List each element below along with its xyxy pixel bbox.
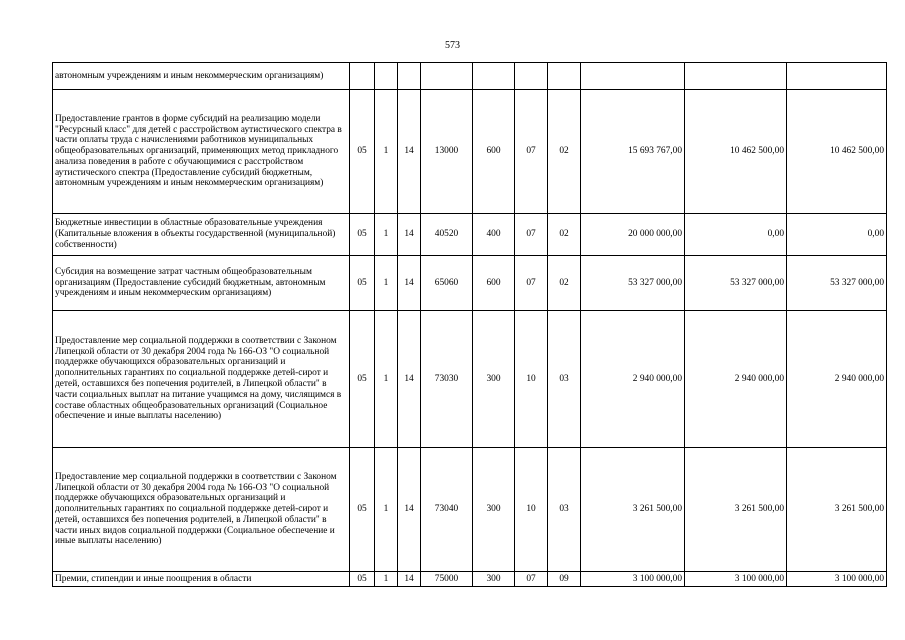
row-description: Бюджетные инвестиции в областные образовательные учреждения (Капитальные вложения в объекты государственной (муниципальной) собственности) (53, 214, 350, 256)
direction-code (421, 63, 473, 90)
subprogram-code: 1 (375, 311, 398, 448)
subsection-code: 03 (548, 311, 581, 448)
subprogram-code: 1 (375, 256, 398, 311)
amount-year-2: 3 100 000,00 (685, 572, 787, 587)
table-row (53, 90, 887, 214)
main-event-code (398, 63, 421, 90)
subsection-code: 02 (548, 214, 581, 256)
program-code (350, 63, 375, 90)
expense-type-code: 400 (473, 214, 515, 256)
subsection-code: 02 (548, 90, 581, 214)
subsection-code (548, 63, 581, 90)
amount-year-2: 53 327 000,00 (685, 256, 787, 311)
subprogram-code: 1 (375, 90, 398, 214)
subsection-code: 02 (548, 256, 581, 311)
amount-year-1: 20 000 000,00 (581, 214, 685, 256)
expense-type-code: 300 (473, 448, 515, 572)
expense-type-code: 300 (473, 311, 515, 448)
subprogram-code (375, 63, 398, 90)
direction-code: 13000 (421, 90, 473, 214)
subprogram-code: 1 (375, 214, 398, 256)
table-row (53, 63, 887, 90)
table-row (53, 448, 887, 572)
main-event-code: 14 (398, 256, 421, 311)
table-row (53, 572, 887, 587)
subsection-code: 09 (548, 572, 581, 587)
amount-year-1: 2 940 000,00 (581, 311, 685, 448)
amount-year-2: 3 261 500,00 (685, 448, 787, 572)
section-code: 07 (515, 256, 548, 311)
page-number: 573 (445, 40, 460, 51)
program-code: 05 (350, 572, 375, 587)
program-code: 05 (350, 214, 375, 256)
amount-year-3: 3 100 000,00 (787, 572, 887, 587)
direction-code: 65060 (421, 256, 473, 311)
row-description: Предоставление мер социальной поддержки в соответствии с Законом Липецкой области от 30 декабря 2004 года № 166-ОЗ "О социальной поддержке обучающихся образовательных организаций и дополнительных гарантиях по социальной поддержке детей-сирот и детей, оставшихся без попечения родителей, в Липецкой области" в части социальных выплат на питание учащимся на дому, числящимся в составе областных общеобразовательных организаций (Социальное обеспечение и иные выплаты населению) (53, 311, 350, 448)
row-description: Предоставление грантов в форме субсидий на реализацию модели "Ресурсный класс" для детей с расстройством аутистического спектра в части оплаты труда с начислениями работников муниципальных общеобразовательных организаций, применяющих метод прикладного анализа поведения в работе с обучающимися с расстройством аутистического спектра (Предоставление субсидий бюджетным, автономным учреждениям и иным некоммерческим организациям) (53, 90, 350, 214)
row-description: автономным учреждениям и иным некоммерческим организациям) (53, 63, 350, 90)
expense-type-code: 600 (473, 90, 515, 214)
main-event-code: 14 (398, 448, 421, 572)
main-event-code: 14 (398, 90, 421, 214)
table-row (53, 214, 887, 256)
section-code: 10 (515, 448, 548, 572)
expense-type-code (473, 63, 515, 90)
program-code: 05 (350, 256, 375, 311)
table-row (53, 311, 887, 448)
direction-code: 40520 (421, 214, 473, 256)
row-description: Предоставление мер социальной поддержки в соответствии с Законом Липецкой области от 30 декабря 2004 года № 166-ОЗ "О социальной поддержке обучающихся образовательных организаций и дополнительных гарантиях по социальной поддержке детей-сирот и детей, оставшихся без попечения родителей, в Липецкой области" в части иных видов социальной поддержки (Социальное обеспечение и иные выплаты населению) (53, 448, 350, 572)
program-code: 05 (350, 448, 375, 572)
amount-year-2: 0,00 (685, 214, 787, 256)
table-row (53, 256, 887, 311)
section-code: 10 (515, 311, 548, 448)
main-event-code: 14 (398, 572, 421, 587)
amount-year-3: 53 327 000,00 (787, 256, 887, 311)
amount-year-3: 2 940 000,00 (787, 311, 887, 448)
amount-year-1 (581, 63, 685, 90)
amount-year-1: 53 327 000,00 (581, 256, 685, 311)
subprogram-code: 1 (375, 448, 398, 572)
direction-code: 73030 (421, 311, 473, 448)
subprogram-code: 1 (375, 572, 398, 587)
amount-year-3 (787, 63, 887, 90)
amount-year-2 (685, 63, 787, 90)
main-event-code: 14 (398, 214, 421, 256)
expense-type-code: 300 (473, 572, 515, 587)
amount-year-3: 3 261 500,00 (787, 448, 887, 572)
amount-year-2: 10 462 500,00 (685, 90, 787, 214)
amount-year-3: 0,00 (787, 214, 887, 256)
amount-year-2: 2 940 000,00 (685, 311, 787, 448)
main-event-code: 14 (398, 311, 421, 448)
program-code: 05 (350, 311, 375, 448)
subsection-code: 03 (548, 448, 581, 572)
expense-type-code: 600 (473, 256, 515, 311)
direction-code: 75000 (421, 572, 473, 587)
amount-year-1: 3 261 500,00 (581, 448, 685, 572)
section-code: 07 (515, 572, 548, 587)
row-description: Субсидия на возмещение затрат частным общеобразовательным организациям (Предоставление субсидий бюджетным, автономным учреждениям и иным некоммерческим организациям) (53, 256, 350, 311)
amount-year-1: 3 100 000,00 (581, 572, 685, 587)
amount-year-1: 15 693 767,00 (581, 90, 685, 214)
section-code (515, 63, 548, 90)
budget-table (52, 62, 887, 587)
direction-code: 73040 (421, 448, 473, 572)
section-code: 07 (515, 214, 548, 256)
row-description: Премии, стипендии и иные поощрения в области (53, 572, 350, 587)
amount-year-3: 10 462 500,00 (787, 90, 887, 214)
program-code: 05 (350, 90, 375, 214)
section-code: 07 (515, 90, 548, 214)
